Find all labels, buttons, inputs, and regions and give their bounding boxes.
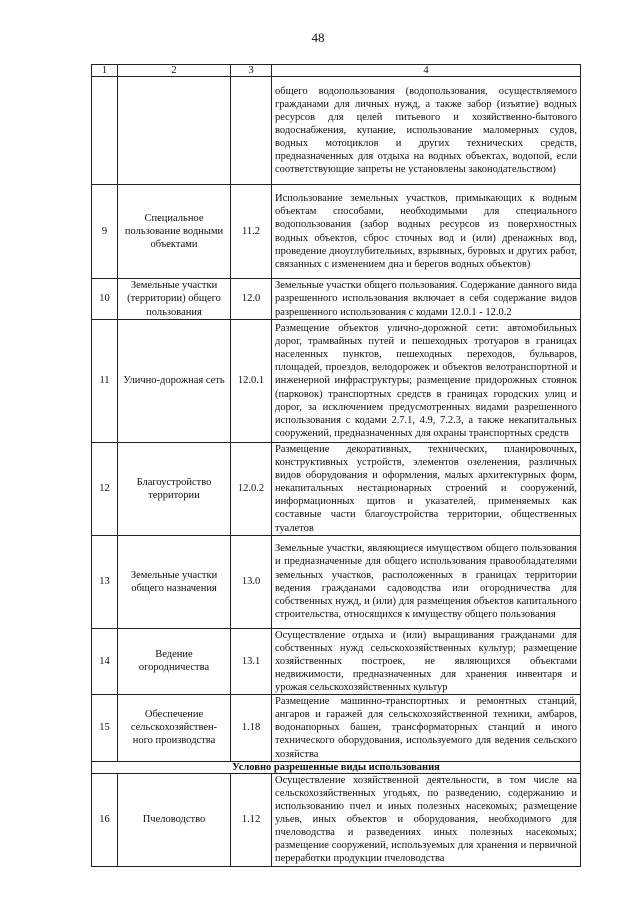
- cell-name: Ведение огородничества: [118, 628, 231, 694]
- cell-name: Благоустройство территории: [118, 443, 231, 536]
- cell-description: Земельные участки, являющиеся имуществом общего пользования и предназначенные для общего использования правообладателями земельных участков, расположенных в границах территории ведения гражданами садоводства или огородничества для собственных нужд, и (или) для размещения объектов капитального строительства, относящихся к имуществу общего пользования: [272, 535, 581, 628]
- cell-num: 14: [92, 628, 118, 694]
- cell-name: [118, 77, 231, 185]
- table-row: [92, 695, 581, 761]
- cell-name: Земельные участки (территории) общего пользования: [118, 279, 231, 320]
- table-row: [92, 773, 581, 866]
- cell-code: 12.0: [231, 279, 272, 320]
- cell-name: Пчеловодство: [118, 773, 231, 866]
- land-use-table: [91, 64, 581, 867]
- table-header-row: [92, 65, 581, 77]
- cell-description: Осуществление отдыха и (или) выращивания гражданами для собственных нужд сельскохозяйственных культур; размещение хозяйственных построек, не являющихся объектами недвижимости, предназначенных для хранения инвентаря и урожая сельскохозяйственных культур: [272, 628, 581, 694]
- cell-code: 13.0: [231, 535, 272, 628]
- cell-num: 13: [92, 535, 118, 628]
- cell-num: 9: [92, 185, 118, 279]
- cell-code: 12.0.2: [231, 443, 272, 536]
- table-row: [92, 185, 581, 279]
- table-row: [92, 535, 581, 628]
- section-title: Условно разрешенные виды использования: [92, 761, 581, 773]
- cell-name: Улично-дорожная сеть: [118, 320, 231, 443]
- header-col-4: 4: [272, 65, 581, 77]
- cell-num: 16: [92, 773, 118, 866]
- cell-description: Размещение декоративных, технических, планировочных, конструктивных устройств, элементов озеленения, различных видов оборудования и оформления, малых архитектурных форм, некапитальных нестационарных строений и сооружений, информационных щитов и указателей, применяемых как составные части благоустройства территории, общественных туалетов: [272, 443, 581, 536]
- table-row: [92, 320, 581, 443]
- cell-description: Осуществление хозяйственной деятельности, в том числе на сельскохозяйственных угодьях, по разведению, содержанию и использованию пчел и иных полезных насекомых; размещение ульев, иных объектов и оборудования, необходимого для пчеловодства и разведениях иных полезных насекомых; размещение сооружений, используемых для хранения и первичной переработки продукции пчеловодства: [272, 773, 581, 866]
- table-row: [92, 628, 581, 694]
- header-col-3: 3: [231, 65, 272, 77]
- cell-num: [92, 77, 118, 185]
- section-header-row: [92, 761, 581, 773]
- cell-description: Размещение машинно-транспортных и ремонтных станций, ангаров и гаражей для сельскохозяйственной техники, амбаров, водонапорных башен, трансформаторных станций и иного технического оборудования, используемого для ведения сельского хозяйства: [272, 695, 581, 761]
- cell-num: 10: [92, 279, 118, 320]
- cell-code: 1.18: [231, 695, 272, 761]
- cell-name: Обеспечение сельскохозяйствен-ного производства: [118, 695, 231, 761]
- cell-name: Земельные участки общего назначения: [118, 535, 231, 628]
- page-number: 48: [311, 30, 325, 45]
- table-row-continuation: [92, 77, 581, 185]
- cell-code: 13.1: [231, 628, 272, 694]
- cell-description: общего водопользования (водопользования, осуществляемого гражданами для личных нужд, а также забор (изъятие) водных ресурсов для целей питьевого и хозяйственно-бытового водоснабжения, купание, использование маломерных судов, водных мотоциклов и других технических средств, предназначенных для отдыха на водных объектах, водопой, если соответствующие запреты не установлены законодательством): [272, 77, 581, 185]
- cell-code: [231, 77, 272, 185]
- cell-description: Земельные участки общего пользования. Содержание данного вида разрешенного использования включает в себя содержание видов разрешенного использования с кодами 12.0.1 - 12.0.2: [272, 279, 581, 320]
- cell-num: 12: [92, 443, 118, 536]
- cell-code: 11.2: [231, 185, 272, 279]
- cell-name: Специальное пользование водными объектами: [118, 185, 231, 279]
- table-row: [92, 279, 581, 320]
- cell-code: 1.12: [231, 773, 272, 866]
- cell-num: 11: [92, 320, 118, 443]
- header-col-2: 2: [118, 65, 231, 77]
- table-row: [92, 443, 581, 536]
- cell-description: Использование земельных участков, примыкающих к водным объектам способами, необходимыми для специального водопользования (забор водных ресурсов из поверхностных водных объектов, сброс сточных вод и (или) дренажных вод, проведение дноуглубительных, взрывных, буровых и других работ, связанных с изменением дна и берегов водных объектов): [272, 185, 581, 279]
- header-col-1: 1: [92, 65, 118, 77]
- cell-description: Размещение объектов улично-дорожной сети: автомобильных дорог, трамвайных путей и пешеходных тротуаров в границах населенных пунктов, пешеходных переходов, бульваров, площадей, проездов, велодорожек и объектов велотранспортной и инженерной инфраструктуры; размещение придорожных стоянок (парковок) транспортных средств в границах городских улиц и дорог, за исключением предусмотренных видами разрешенного использования с кодами 2.7.1, 4.9, 7.2.3, а также некапитальных сооружений, предназначенных для охраны транспортных средств: [272, 320, 581, 443]
- cell-code: 12.0.1: [231, 320, 272, 443]
- cell-num: 15: [92, 695, 118, 761]
